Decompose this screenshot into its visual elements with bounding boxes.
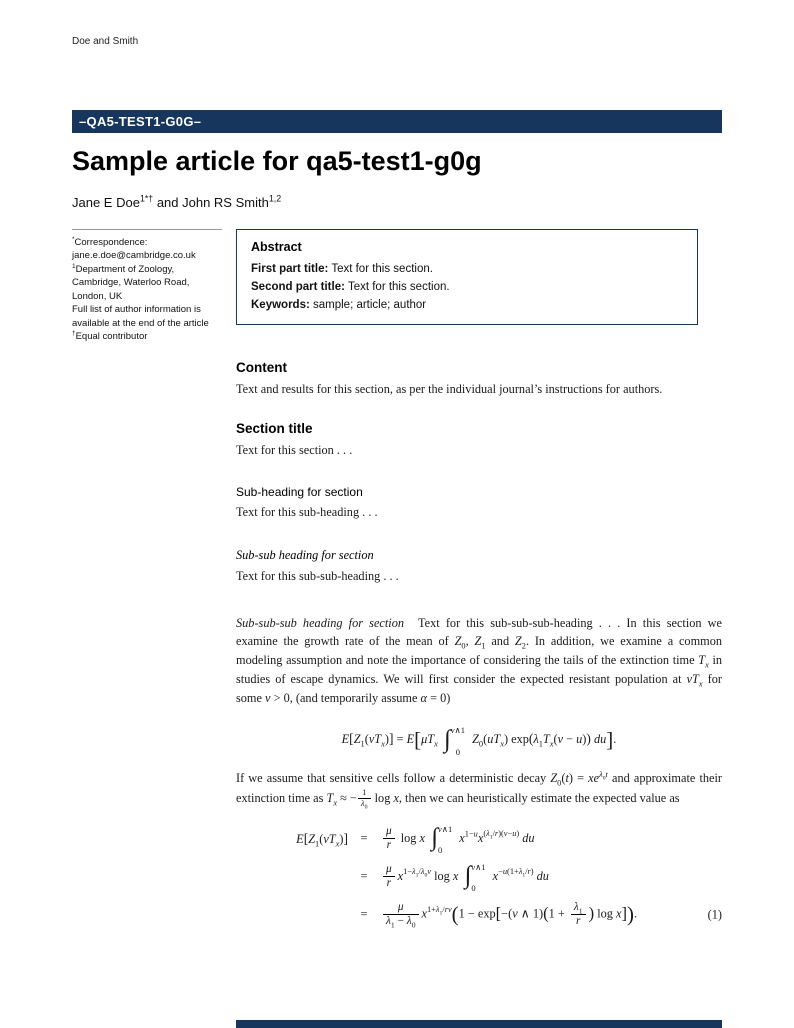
paragraph-section: Text for this section . . . [236, 442, 353, 457]
article-title: Sample article for qa5-test1-g0g [72, 146, 482, 176]
subsubsub-heading: Sub-sub-sub heading for section [236, 615, 405, 630]
author-info-note: available at the end of the article [72, 317, 209, 329]
main-column [236, 360, 722, 935]
subsubsub-body: Text for this sub-sub-sub-heading . . . In this section we examine the growth rate of the mean of $Z_0$, $Z_1$ and $Z_2$. In addition, we examine a common modeling assumption and note the importance of considering the tails of the extinction time $T_x$ in studies of escape dynamics. We will first consider the expected resistant population at $vT_x$ for some v > 0, (and temporarily assume α = 0) [236, 615, 723, 705]
abstract-item [251, 281, 683, 293]
paragraph-subsubsub [236, 614, 722, 707]
subheading-section: Sub-heading for section [236, 485, 363, 500]
heading-content: Content [236, 360, 287, 375]
correspondence-email[interactable]: jane.e.doe@cambridge.co.uk [72, 250, 196, 262]
subsubheading-section: Sub-sub heading for section [236, 548, 374, 563]
author-info-note: Full list of author information is [72, 304, 201, 316]
equation-rhs: $\frac{\mu}{r}$ log x ∫ v∧1 0 $x^{1-u}x^{(\lambda_1/r)(v-u)}$ du [380, 824, 722, 854]
affiliation-line: London, UK [72, 290, 123, 302]
abstract-item-label: Second part title: [251, 281, 345, 293]
abstract-item [251, 263, 683, 275]
banner-label: –QA5-TEST1-G0G– [79, 114, 202, 129]
abstract-item-label: First part title: [251, 263, 329, 275]
paragraph-subheading: Text for this sub-heading . . . [236, 505, 378, 520]
heading-section-title: Section title [236, 420, 313, 436]
abstract-heading: Abstract [251, 240, 302, 254]
equation-lhs: $E[Z_1(vT_x)]$ [296, 830, 348, 849]
paragraph-content: Text and results for this section, as per the individual journal’s instructions for authors. [236, 382, 663, 396]
sidebar-divider [72, 229, 222, 230]
abstract-item-text: Text for this section. [347, 281, 450, 293]
equal-contributor-note: †Equal contributor [72, 330, 148, 343]
equation-2 [236, 821, 722, 933]
footer-bar [236, 1020, 722, 1028]
equals-sign: = [360, 831, 368, 846]
equation-rhs: $\frac{\mu}{r}$ $x^{1-\lambda_1/\lambda_0v}$ log x ∫ v∧1 0 $x^{-u(1+\lambda_1/r)}$ du [380, 862, 722, 892]
equals-sign: = [360, 907, 368, 922]
equation-number: (1) [707, 907, 722, 922]
equation-row [236, 821, 722, 857]
journal-banner [72, 110, 722, 133]
equation-row [236, 859, 722, 895]
abstract-item-text: Text for this section. [331, 263, 433, 275]
paragraph-decay: If we assume that sensitive cells follow a deterministic decay $Z_0(t) = xe^{\lambda_0t}$ and approximate their extinction time as $T_x$ ≈ − $\frac{1}{\lambda_0}$ log x, then we can heuristically estimate the expected value as [236, 770, 722, 811]
affiliation-line: $^1$Department of Zoology, [72, 262, 175, 275]
abstract-item [251, 299, 683, 311]
correspondence-block [72, 229, 224, 344]
abstract-item-text: sample; article; author [313, 299, 427, 311]
equation-rhs: $\frac{\mu}{\lambda_1 - \lambda_0}$ $x^{1+\lambda_1/rv}(1 - \exp[-(v$ ∧ 1)(1 + $\frac{\lambda_1}{r}$ ) log x]). [380, 901, 722, 928]
running-header: Doe and Smith [72, 36, 139, 47]
equation-row [236, 897, 722, 933]
abstract-box [236, 229, 698, 325]
paragraph-subsubheading: Text for this sub-sub-heading . . . [236, 569, 399, 584]
equation-1: $E[Z_1(vT_x)] = E[\mu T_x$ ∫ v∧1 0 $Z_0(uT_x) \exp(\lambda_1T_x(v - u))$ du]. [341, 725, 617, 757]
equals-sign: = [360, 869, 368, 884]
correspondence-label: *Correspondence: [72, 235, 148, 248]
affiliation-line: Cambridge, Waterloo Road, [72, 277, 190, 289]
abstract-item-label: Keywords: [251, 299, 310, 311]
author-line: Jane E Doe$^{1*\dagger}$ and John RS Smith$^{1,2}$ [72, 193, 282, 210]
